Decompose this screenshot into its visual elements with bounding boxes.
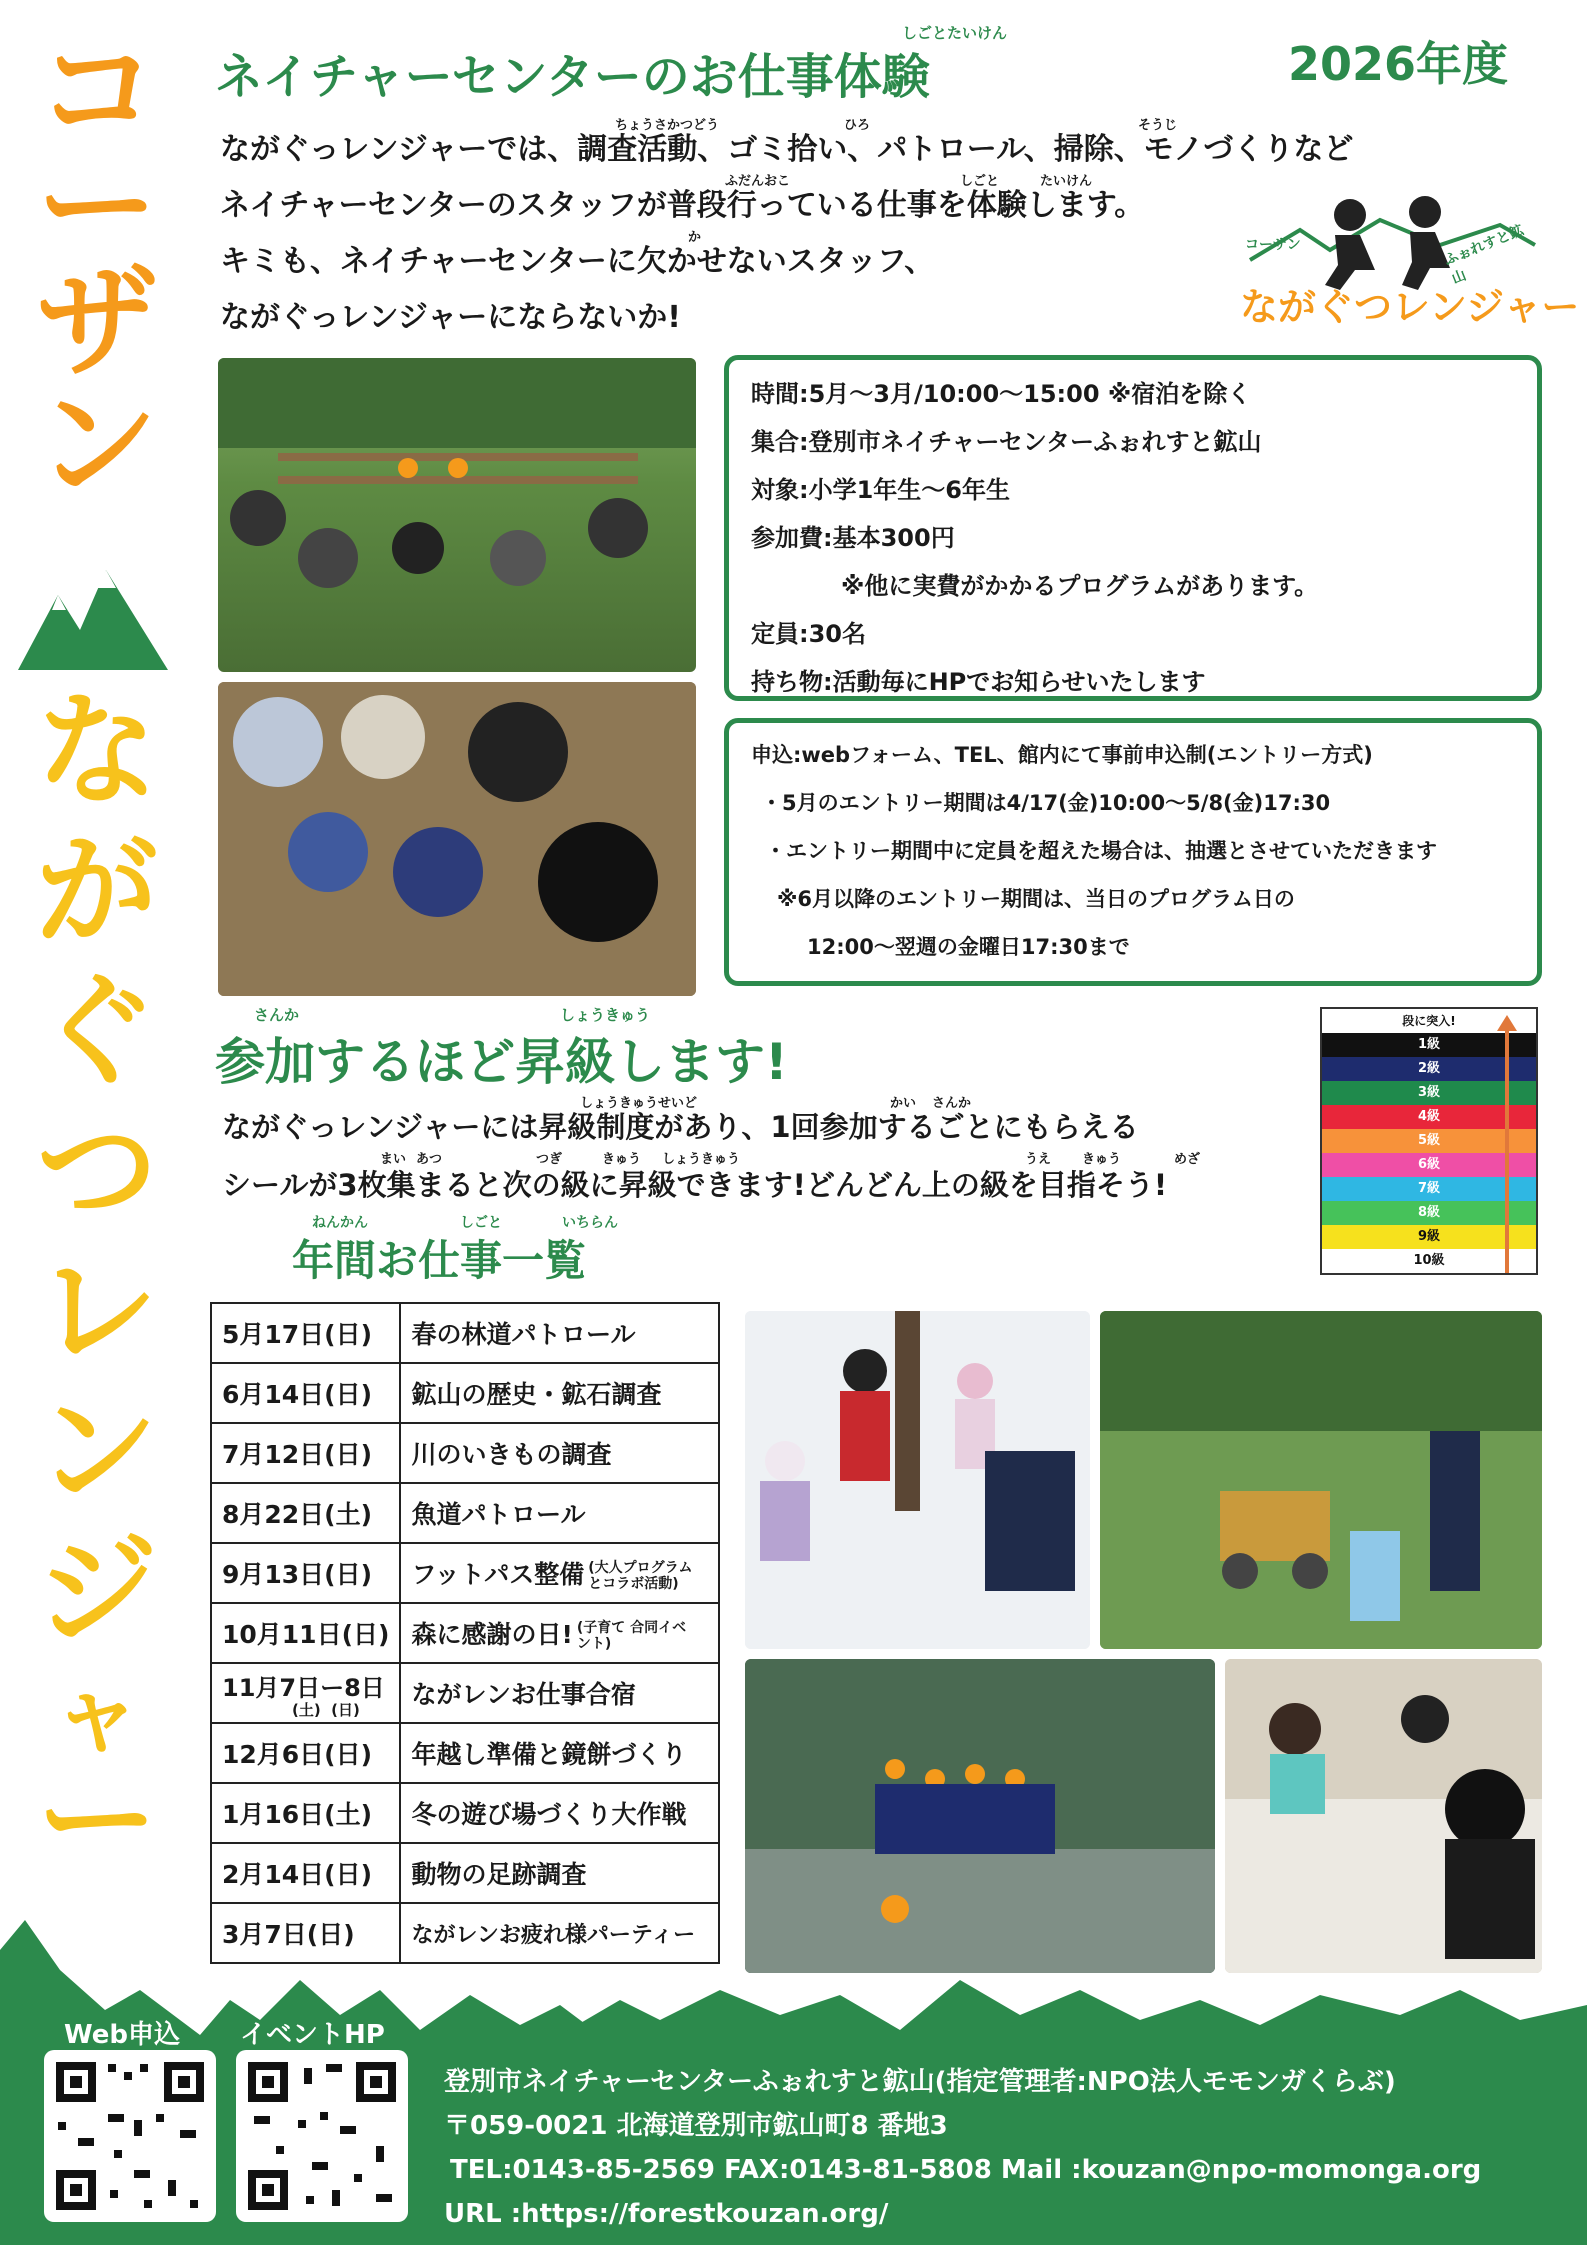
schedule-event-text: フットパス整備 bbox=[411, 1559, 585, 1589]
schedule-date-text: 8月22日(土) bbox=[222, 1500, 373, 1529]
schedule-row bbox=[211, 1603, 719, 1663]
rank-level-row: 8級 bbox=[1322, 1201, 1536, 1225]
schedule-event bbox=[400, 1483, 719, 1543]
footer-address: 〒059-0021 北海道登別市鉱山町8 番地3 bbox=[444, 2111, 948, 2141]
rank-desc-line: ながぐっレンジャーには昇級制度があり、1回参加するごとにもらえる bbox=[222, 1110, 1139, 1144]
year-label: 2026年度 bbox=[1288, 37, 1509, 91]
ruby-souji: そうじ bbox=[1138, 118, 1178, 133]
schedule-event-text: ながレンお仕事合宿 bbox=[411, 1680, 636, 1709]
vt-char: ン bbox=[36, 1380, 158, 1522]
schedule-row bbox=[211, 1543, 719, 1603]
ruby-atsu: あつ bbox=[416, 1152, 443, 1167]
schedule-date-text: 1月16日(土) bbox=[222, 1800, 373, 1829]
footer-org: 登別市ネイチャーセンターふぉれすと鉱山(指定管理者:NPO法人モモンガくらぶ) bbox=[444, 2067, 1396, 2097]
rank-level-row: 4級 bbox=[1322, 1105, 1536, 1129]
ranger-logo bbox=[1240, 190, 1580, 330]
schedule-date bbox=[211, 1423, 400, 1483]
qr-code-icon bbox=[44, 2050, 216, 2222]
intro-line: キミも、ネイチャーセンターに欠かせないスタッフ、 bbox=[220, 244, 935, 279]
ruby-ue: うえ bbox=[1025, 1152, 1052, 1167]
intro-line: ネイチャーセンターのスタッフが普段行っている仕事を体験します。 bbox=[220, 188, 1145, 223]
vt-char: な bbox=[36, 680, 158, 822]
schedule-date bbox=[211, 1483, 400, 1543]
ruby-meza: めざ bbox=[1174, 1152, 1201, 1167]
vt-char: が bbox=[36, 820, 158, 962]
info-capacity: 定員:30名 bbox=[751, 620, 866, 648]
schedule-date bbox=[211, 1603, 400, 1663]
rank-desc-line: シールが3枚集まると次の級に昇級できます!どんどん上の級を目指そう! bbox=[222, 1168, 1168, 1202]
schedule-date-text: 2月14日(日) bbox=[222, 1860, 373, 1889]
rank-level-row: 1級 bbox=[1322, 1033, 1536, 1057]
entry-apply: 申込:webフォーム、TEL、館内にて事前申込制(エントリー方式) bbox=[751, 743, 1373, 767]
intro-line: ながぐっレンジャーでは、調査活動、ゴミ拾い、パトロール、掃除、モノづくりなど bbox=[220, 132, 1354, 167]
title-ruby: しごとたいけん bbox=[902, 24, 1008, 42]
entry-june-note: ※6月以降のエントリー期間は、当日のプログラム日の bbox=[777, 887, 1295, 911]
ruby-fudan: ふだんおこ bbox=[725, 174, 791, 189]
schedule-ruby-3: いちらん bbox=[562, 1215, 618, 1231]
entry-may-period: ・5月のエントリー期間は4/17(金)10:00〜5/8(金)17:30 bbox=[761, 791, 1331, 815]
rank-desc bbox=[222, 1098, 1322, 1214]
rank-level-row: 2級 bbox=[1322, 1057, 1536, 1081]
schedule-date bbox=[211, 1843, 400, 1903]
mountain-icon bbox=[18, 560, 168, 670]
schedule-date-text: 3月7日(日) bbox=[222, 1920, 355, 1949]
schedule-row bbox=[211, 1363, 719, 1423]
rank-title-ruby-1: さんか bbox=[254, 1006, 300, 1024]
rank-title-ruby-2: しょうきゅう bbox=[560, 1006, 651, 1024]
ruby-ka: か bbox=[688, 230, 702, 245]
footer-info bbox=[444, 2060, 1481, 2236]
vt-char: レ bbox=[36, 1240, 158, 1382]
web-apply-label: Web申込 bbox=[64, 2020, 180, 2050]
logo-text: ながぐつレンジャー bbox=[1240, 285, 1580, 329]
rank-level-row: 5級 bbox=[1322, 1129, 1536, 1153]
info-fee: 参加費:基本300円 bbox=[751, 524, 955, 552]
schedule-date-text: 10月11日(日) bbox=[222, 1620, 390, 1649]
info-meeting: 集合:登別市ネイチャーセンターふぉれすと鉱山 bbox=[751, 428, 1262, 456]
schedule-event bbox=[400, 1423, 719, 1483]
schedule-event bbox=[400, 1783, 719, 1843]
vt-char: ぐ bbox=[36, 960, 158, 1102]
schedule-event bbox=[400, 1543, 719, 1603]
rank-title: 参加するほど昇級します! bbox=[215, 1033, 788, 1091]
photo-cart bbox=[1100, 1311, 1542, 1649]
web-apply-qr[interactable] bbox=[44, 2050, 216, 2222]
vertical-title-top bbox=[22, 20, 172, 516]
schedule-date-text: 6月14日(日) bbox=[222, 1380, 373, 1409]
info-fee-note: ※他に実費がかかるプログラムがあります。 bbox=[841, 572, 1319, 600]
schedule-date-sub: (土) (日) bbox=[292, 1701, 360, 1719]
schedule-date-text: 11月7日ー8日 bbox=[222, 1674, 385, 1702]
ruby-hiro: ひろ bbox=[844, 118, 871, 133]
vt-char: コ bbox=[36, 20, 158, 162]
rank-level-row: 3級 bbox=[1322, 1081, 1536, 1105]
ruby-tsugi: つぎ bbox=[536, 1152, 563, 1167]
schedule-date bbox=[211, 1723, 400, 1783]
photo-snow bbox=[745, 1311, 1090, 1649]
schedule-date bbox=[211, 1303, 400, 1363]
schedule-ruby-2: しごと bbox=[460, 1215, 502, 1231]
schedule-event-text: 鉱山の歴史・鉱石調査 bbox=[411, 1380, 662, 1409]
ruby-kai: かい bbox=[890, 1096, 917, 1111]
vt-char: ー bbox=[36, 136, 158, 278]
entry-lottery: ・エントリー期間中に定員を超えた場合は、抽選とさせていただきます bbox=[765, 839, 1437, 863]
rank-level-row: 6級 bbox=[1322, 1153, 1536, 1177]
schedule-row bbox=[211, 1843, 719, 1903]
schedule-event bbox=[400, 1303, 719, 1363]
ruby-mai: まい bbox=[380, 1152, 407, 1167]
entry-box bbox=[724, 718, 1542, 986]
ruby-kyuu2: きゅう bbox=[1082, 1152, 1122, 1167]
schedule-row bbox=[211, 1783, 719, 1843]
event-hp-label: イベントHP bbox=[240, 2020, 385, 2050]
entry-june-period: 12:00〜翌週の金曜日17:30まで bbox=[807, 935, 1130, 959]
ruby-sanka: さんか bbox=[932, 1096, 972, 1111]
rank-chart bbox=[1320, 1007, 1538, 1275]
ruby-shoukyuu: しょうきゅう bbox=[662, 1152, 741, 1167]
schedule-event bbox=[400, 1843, 719, 1903]
schedule-event-text: 川のいきもの調査 bbox=[411, 1440, 612, 1469]
ruby-seido: しょうきゅうせいど bbox=[580, 1096, 698, 1111]
ruby-taiken: たいけん bbox=[1040, 174, 1093, 189]
schedule-event-text: 動物の足跡調査 bbox=[411, 1860, 587, 1889]
schedule-date-text: 9月13日(日) bbox=[222, 1560, 373, 1589]
schedule-date bbox=[211, 1783, 400, 1843]
schedule-event-note: (子育て 合同イベント) bbox=[576, 1619, 687, 1652]
vt-char: ー bbox=[36, 1750, 158, 1892]
schedule-ruby-1: ねんかん bbox=[312, 1215, 368, 1231]
up-arrow-icon bbox=[1492, 1013, 1522, 1277]
vt-char: ザ bbox=[36, 252, 158, 394]
rank-level-row: 9級 bbox=[1322, 1225, 1536, 1249]
schedule-event-text: 春の林道パトロール bbox=[411, 1320, 636, 1349]
footer-url[interactable]: URL :https://forestkouzan.org/ bbox=[444, 2199, 889, 2229]
ruby-chousa: ちょうさかつどう bbox=[615, 118, 720, 133]
rank-level-row: 10級 bbox=[1322, 1249, 1536, 1273]
schedule-row bbox=[211, 1423, 719, 1483]
photo-group-outdoor bbox=[218, 358, 696, 672]
schedule-table bbox=[210, 1302, 720, 1964]
qr-code-icon bbox=[236, 2050, 408, 2222]
schedule-event-text: 年越し準備と鏡餅づくり bbox=[411, 1740, 687, 1769]
schedule-event-text: 冬の遊び場づくり大作戦 bbox=[411, 1800, 687, 1829]
schedule-date bbox=[211, 1543, 400, 1603]
info-target: 対象:小学1年生〜6年生 bbox=[751, 476, 1010, 504]
schedule-date bbox=[211, 1663, 400, 1723]
schedule-date-text: 5月17日(日) bbox=[222, 1320, 373, 1349]
schedule-event-text: 森に感謝の日! bbox=[411, 1619, 573, 1649]
ruby-shigoto: しごと bbox=[960, 174, 1000, 189]
event-hp-qr[interactable] bbox=[236, 2050, 408, 2222]
schedule-event bbox=[400, 1603, 719, 1663]
schedule-date bbox=[211, 1363, 400, 1423]
rank-chart-header: 段に突入! bbox=[1402, 1014, 1456, 1028]
vt-char: ジ bbox=[36, 1520, 158, 1662]
schedule-event-text: ながレンお疲れ様パーティー bbox=[411, 1922, 696, 1948]
schedule-title: 年間お仕事一覧 bbox=[292, 1236, 587, 1285]
intro-line: ながぐっレンジャーにならないか! bbox=[220, 300, 681, 335]
ruby-kyuu: きゅう bbox=[602, 1152, 642, 1167]
schedule-row bbox=[211, 1483, 719, 1543]
schedule-event-text: 魚道パトロール bbox=[411, 1500, 586, 1529]
logo-right-tag: ふぉれすと鉱山 bbox=[1442, 222, 1526, 288]
schedule-date-text: 7月12日(日) bbox=[222, 1440, 373, 1469]
info-box bbox=[724, 355, 1542, 701]
photo-kids-ground bbox=[218, 682, 696, 996]
info-items: 持ち物:活動毎にHPでお知らせいたします bbox=[751, 668, 1206, 696]
vt-char: ャ bbox=[52, 1662, 142, 1767]
schedule-event bbox=[400, 1663, 719, 1723]
vt-char: つ bbox=[36, 1100, 158, 1242]
schedule-event-note: (大人プログラム とコラボ活動) bbox=[588, 1559, 693, 1592]
vertical-title-bottom bbox=[22, 680, 172, 1900]
schedule-date-text: 12月6日(日) bbox=[222, 1740, 373, 1769]
schedule-row bbox=[211, 1303, 719, 1363]
vt-char: ン bbox=[36, 374, 158, 516]
schedule-event bbox=[400, 1723, 719, 1783]
rank-level-row: 7級 bbox=[1322, 1177, 1536, 1201]
page-title: ネイチャーセンターのお仕事体験 bbox=[215, 49, 930, 105]
schedule-row bbox=[211, 1723, 719, 1783]
footer-contact[interactable]: TEL:0143-85-2569 FAX:0143-81-5808 Mail :kouzan@npo-momonga.org bbox=[450, 2155, 1482, 2185]
info-time: 時間:5月〜3月/10:00〜15:00 ※宿泊を除く bbox=[751, 380, 1252, 408]
schedule-event bbox=[400, 1363, 719, 1423]
logo-left-tag: コーザン bbox=[1245, 237, 1301, 253]
schedule-row bbox=[211, 1663, 719, 1723]
